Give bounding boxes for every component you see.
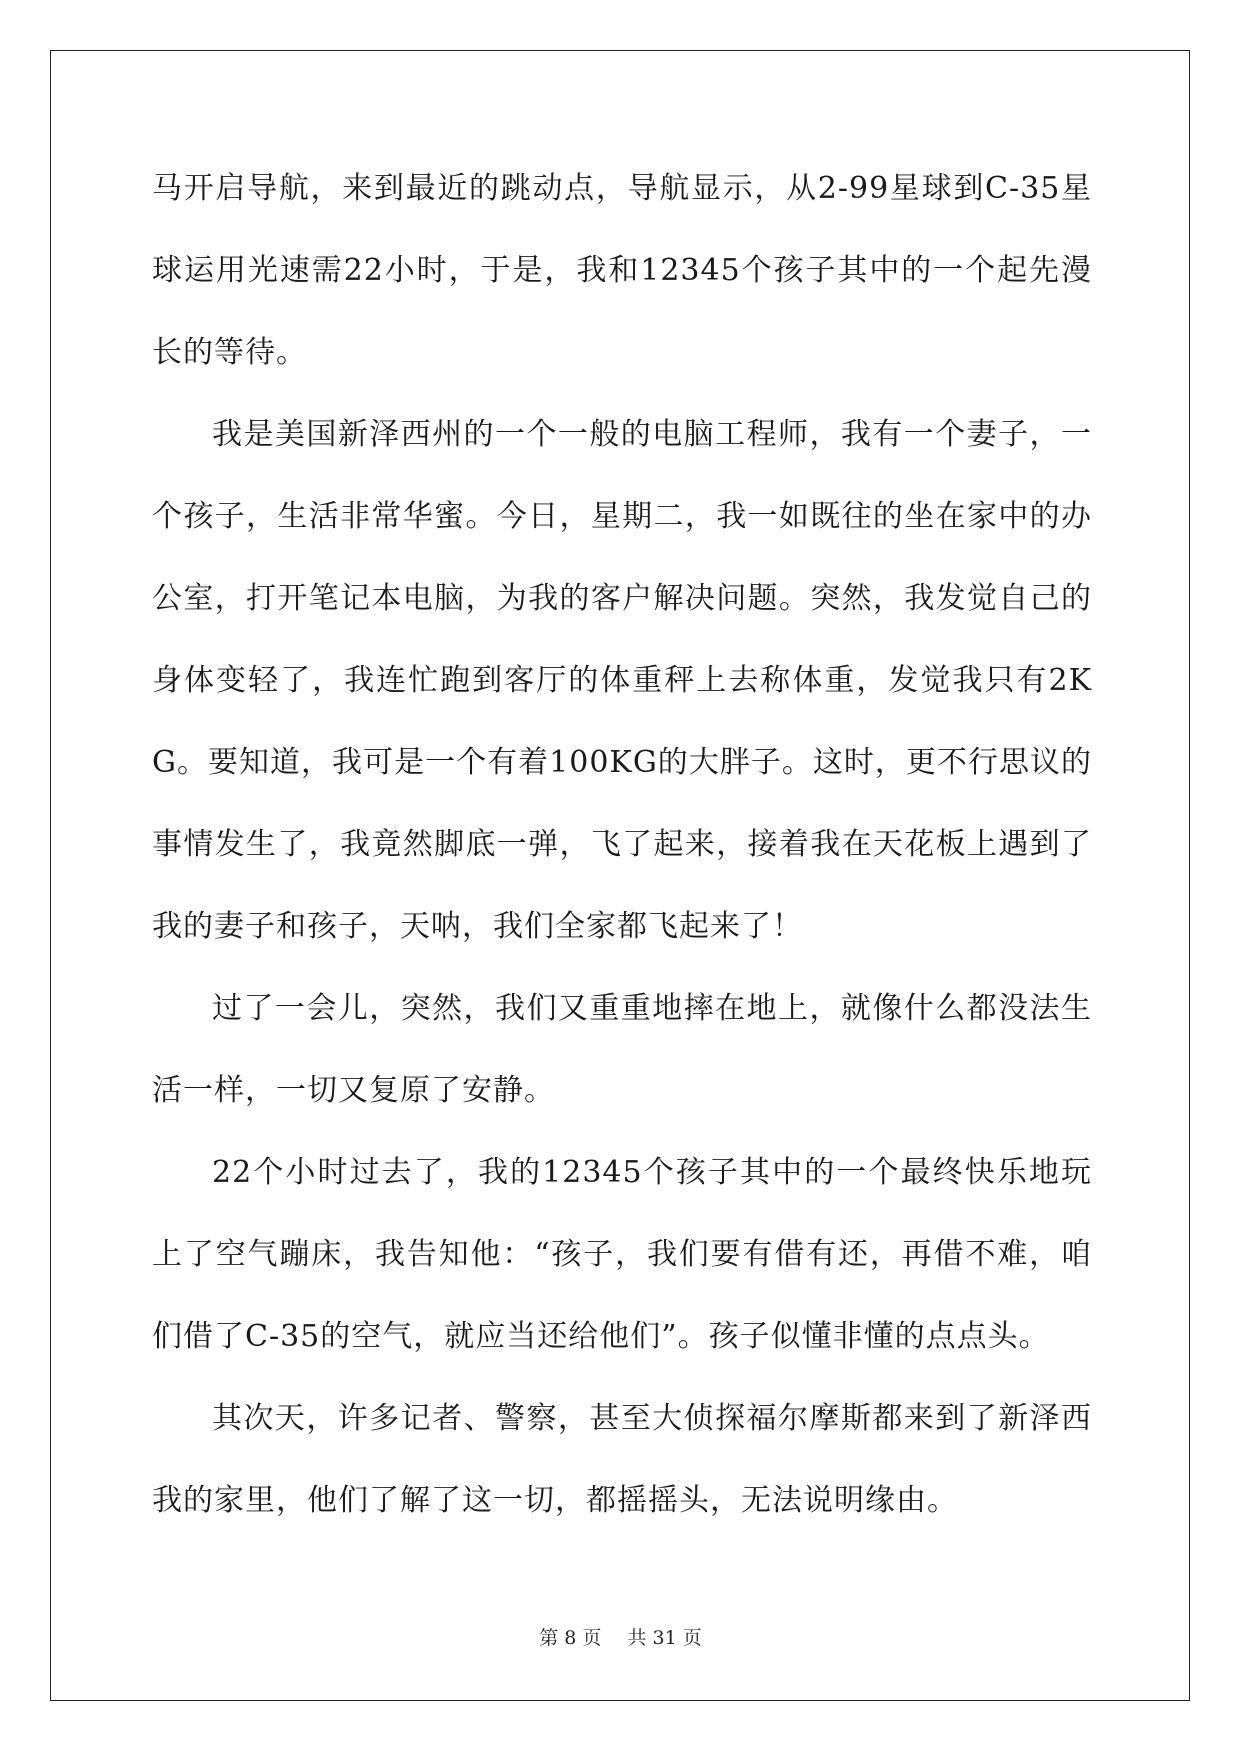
paragraph-2: 我是美国新泽西州的一个一般的电脑工程师，我有一个妻子，一个孩子，生活非常华蜜。今日，星期二，我一如既往的坐在家中的办公室，打开笔记本电脑，为我的客户解决问题。突然，我发觉自己的身体变轻了，我连忙跑到客厅的体重秤上去称体重，发觉我只有2KG。要知道，我可是一个有着100KG的大胖子。这时，更不行思议的事情发生了，我竟然脚底一弹，飞了起来，接着我在天花板上遇到了我的妻子和孩子，天呐，我们全家都飞起来了！ <box>152 417 1092 944</box>
page-total: 共 31 页 <box>627 1627 702 1649</box>
paragraph-3: 过了一会儿，突然，我们又重重地摔在地上，就像什么都没法生活一样，一切又复原了安静。 <box>152 991 1092 1108</box>
page-footer <box>0 1623 1241 1650</box>
paragraph-1: 马开启导航，来到最近的跳动点，导航显示，从2-99星球到C-35星球运用光速需22小时，于是，我和12345个孩子其中的一个起先漫长的等待。 <box>152 171 1092 370</box>
paragraph-5: 其次天，许多记者、警察，甚至大侦探福尔摩斯都来到了新泽西我的家里，他们了解了这一切，都摇摇头，无法说明缘由。 <box>152 1401 1092 1518</box>
document-body <box>152 148 1092 1542</box>
page-number: 第 8 页 <box>539 1627 602 1649</box>
paragraph-4: 22个小时过去了，我的12345个孩子其中的一个最终快乐地玩上了空气蹦床，我告知他：“孩子，我们要有借有还，再借不难，咱们借了C-35的空气，就应当还给他们”。孩子似懂非懂的点点头。 <box>152 1155 1092 1354</box>
